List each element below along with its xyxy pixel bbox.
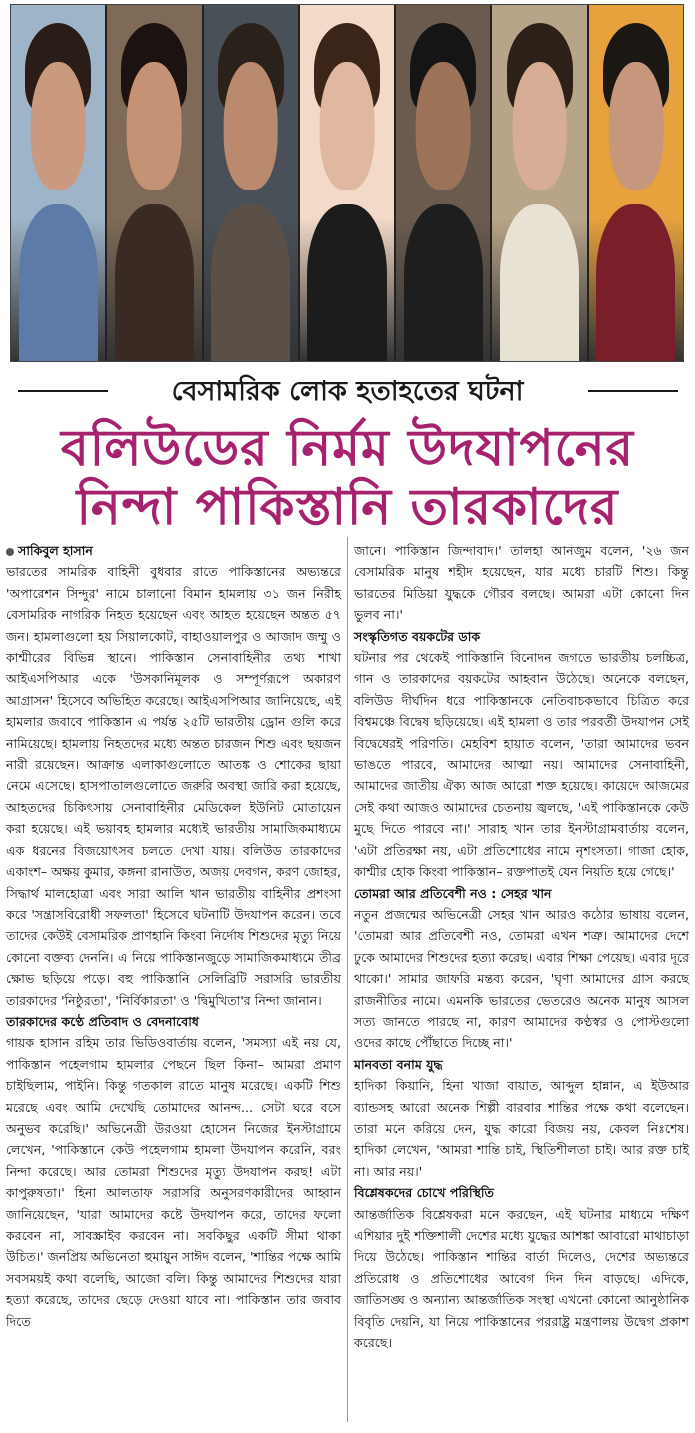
celebrity-portrait [589,5,683,361]
body-paragraph: ভারতের সামরিক বাহিনী বুধবার রাতে পাকিস্তানের অভ্যন্তরে 'অপারেশন সিন্দুর' নামে চালানো বিমান হামলায় ৩১ জন নিরীহ বেসামরিক নাগরিক নিহত হয়েছেন এবং আহত হয়েছেন অন্তত ৫৭ জন। হামলাগুলো হয় সিয়ালকোট, বাহাওয়ালপুর ও আজাদ জম্মু ও কাশ্মীরের বিভিন্ন স্থানে। পাকিস্তান সেনাবাহিনীর তথ্য শাখা আইএসপিআর একে 'উসকানিমূলক ও সম্পূর্ণরূপে অকারণ আগ্রাসন' হিসেবে অভিহিত করেছে। আইএসপিআর জানিয়েছে, এই হামলার জবাবে পাকিস্তান এ পর্যন্ত ২৫টি ভারতীয় ড্রোন গুলি করে নামিয়েছে। হামলায় নিহতদের মধ্যে অন্তত চারজন শিশু এবং ছয়জন নারী রয়েছেন। আক্রান্ত এলাকাগুলোতে আতঙ্ক ও শোকের ছায়া নেমে এসেছে। হাসপাতালগুলোতে জরুরি অবস্থা জারি করা হয়েছে, আহতদের চিকিৎসায় সেনাবাহিনীর মেডিকেল ইউনিট মোতায়েন করা হয়েছে। এই ভয়াবহ হামলার মধ্যেই ভারতীয় সামাজিকমাধ্যমে এক ধরনের বিজয়োৎসব চলতে দেখা যায়। বলিউড তারকাদের একাংশ– অক্ষয় কুমার, কঙ্গনা রানাউত, অজয় দেবগন, করণ জোহর, সিদ্ধার্থ মালহোত্রা এবং সারা আলি খান ভারতীয় বাহিনীর প্রশংসা করে 'সন্ত্রাসবিরোধী সফলতা' হিসেবে ঘটনাটি উদযাপন করেন। তবে তাদের কেউই বেসামরিক প্রাণহানি কিংবা নির্দোষ শিশুদের মৃত্যু নিয়ে কোনো বক্তব্য দেননি। এ নিয়ে পাকিস্তানজুড়ে সামাজিকমাধ্যমে তীব্র ক্ষোভ ছড়িয়ে পড়ে। বহু পাকিস্তানি সেলিব্রিটি সরাসরি ভারতীয় তারকাদের 'নিষ্ঠুরতা', 'নির্বিকারতা' ও 'দ্বিমুখিতা'র নিন্দা জানান। [6,564,341,1008]
article-column-right [354,540,689,1353]
portrait-face [223,62,278,190]
portrait-face [512,62,567,190]
celebrity-portrait [492,5,586,361]
subhead: বিশ্লেষকদের চোখে পরিস্থিতি [354,1185,494,1201]
portrait-body [307,204,386,361]
celebrity-portrait [204,5,298,361]
celebrity-portrait [300,5,394,361]
subhead: তারকাদের কণ্ঠে প্রতিবাদ ও বেদনাবোধ [6,1013,199,1029]
headline-line-2: নিন্দা পাকিস্তানি তারকাদের [76,477,619,536]
byline-name: সাকিবুল হাসান [18,543,93,558]
portrait-body [19,204,98,361]
body-paragraph: নতুন প্রজন্মের অভিনেত্রী সেহর খান আরও কঠোর ভাষায় বলেন, 'তোমরা আর প্রতিবেশী নও, তোমরা এখন শত্রু। আমাদের দেশে ঢুকে আমাদের শিশুদের হত্যা করেছ। এবার শিক্ষা পেয়েছ। এবার দূরে থাকো।' সামার জাফরি মন্তব্য করেন, 'ঘৃণা আমাদের গ্রাস করছে রাজনীতির নামে। এমনকি ভারতের ভেতরেও অনেক মানুষ আসল সত্য জানতে পারছে না, কারণ আমাদের কণ্ঠস্বর ও পোস্টগুলো ওদের কাছে পৌঁছাতে দিচ্ছে না।' [354,906,689,1051]
kicker-rule-left [18,390,108,392]
subhead: মানবতা বনাম যুদ্ধ [354,1056,443,1072]
celebrity-photo-strip [10,4,684,362]
subhead: সংস্কৃতিগত বয়কটের ডাক [354,628,481,644]
kicker-rule-right [588,390,678,392]
column-divider [347,537,348,1422]
portrait-face [416,62,471,190]
byline [6,543,93,558]
portrait-body [404,204,483,361]
portrait-body [211,204,290,361]
body-paragraph: ঘটনার পর থেকেই পাকিস্তানি বিনোদন জগতে ভারতীয় চলচ্চিত্র, গান ও তারকাদের বয়কটের আহবান উঠেছে। অনেকে বলছেন, বলিউড দীর্ঘদিন ধরে পাকিস্তানকে নেতিবাচকভাবে চিত্রিত করে বিশ্বমঞ্চে বিদ্বেষ ছড়িয়েছে। এই হামলা ও তার পরবর্তী উদযাপন সেই বিদ্বেষেরই পরিণতি। মেহবিশ হায়াত বলেন, 'তারা আমাদের ভবন ভাঙতে পারবে, আমাদের আত্মা নয়। আমাদের সেনাবাহিনী, আমাদের জাতীয় ঐক্য আজ আরো শক্ত হয়েছে। কায়েদে আজমের সেই কথা আজও আমাদের চেতনায় জ্বলছে, 'এই পাকিস্তানকে কেউ মুছে দিতে পারবে না।' সারাহ খান তার ইনস্টাগ্রামবার্তায় বলেন, 'এটা প্রতিরক্ষা নয়, এটা প্রতিশোধের নামে নৃশংসতা। গাজা হোক, কাশ্মীর হোক কিংবা পাকিস্তান– রক্তপাতই যেন নিয়তি হয়ে গেছে।' [354,650,689,880]
portrait-body [115,204,194,361]
portrait-face [608,62,663,190]
portrait-face [320,62,375,190]
body-paragraph: হাদিকা কিয়ানি, হিনা খাজা বায়াত, আব্দুল হান্নান, এ ইউআর ব্যান্ডসহ আরো অনেক শিল্পী বারবার শান্তির পক্ষে কথা বলেছেন। তারা মনে করিয়ে দেন, যুদ্ধ কারো বিজয় নয়, কেবল নিঃশেষ। হাদিকা লেখেন, 'আমরা শান্তি চাই, স্থিতিশীলতা চাই। আর রক্ত চাই না। আর নয়।' [354,1078,689,1179]
bullet-icon [6,548,14,556]
celebrity-portrait [396,5,490,361]
portrait-body [596,204,675,361]
headline-line-1: বলিউডের নির্মম উদযাপনের [60,418,635,477]
celebrity-portrait [107,5,201,361]
subhead: তোমরা আর প্রতিবেশী নও : সেহর খান [354,885,552,901]
portrait-face [127,62,182,190]
portrait-face [31,62,86,190]
body-paragraph: জানে। পাকিস্তান জিন্দাবাদ।' তালহা আনজুম বলেন, '২৬ জন বেসামরিক মানুষ শহীদ হয়েছেন, যার মধ্যে চারটি শিশু। কিন্তু ভারতের মিডিয়া যুদ্ধকে গৌরব বলছে। আমরা এটা কোনো দিন ভুলব না।' [354,543,689,623]
celebrity-portrait [11,5,105,361]
body-paragraph: আন্তর্জাতিক বিশ্লেষকরা মনে করছেন, এই ঘটনার মাধ্যমে দক্ষিণ এশিয়ার দুই শক্তিশালী দেশের মধ্যে যুদ্ধের আশঙ্কা আবারো মাথাচাড়া দিয়ে উঠেছে। পাকিস্তান শান্তির বার্তা দিলেও, দেশের অভ্যন্তরে প্রতিরোধ ও প্রতিশোধের আবেগ দিন দিন বাড়ছে। এদিকে, জাতিসঙ্ঘ ও অন্যান্য আন্তর্জাতিক সংস্থা এখনো কোনো আনুষ্ঠানিক বিবৃতি দেয়নি, যা নিয়ে পাকিস্তানের পররাষ্ট্র মন্ত্রণালয় উদ্বেগ প্রকাশ করেছে। [354,1206,689,1351]
kicker-label: বেসামরিক লোক হতাহতের ঘটনা [171,376,524,407]
article-column-left [6,540,341,1332]
portrait-body [500,204,579,361]
body-paragraph: গায়ক হাসান রহিম তার ভিডিওবার্তায় বলেন, 'সমস্যা এই নয় যে, পাকিস্তান পহেলগাম হামলার পেছনে ছিল কিনা– আমরা প্রমাণ চাইছিলাম, পাইনি। কিন্তু গতকাল রাতে মানুষ মরেছে। একটি শিশু মরেছে এবং আমি দেখেছি তোমাদের আনন্দ... সেটা ঘরে বসে অনুভব করেছি।' অভিনেত্রী উরওয়া হোসেন নিজের ইনস্টাগ্রামে লেখেন, 'পাকিস্তানে কেউ পহেলগাম হামলা উদযাপন করেনি, বরং নিন্দা করেছে। আর তোমরা শিশুদের মৃত্যু উদযাপন করছ! এটা কাপুরুষতা।' হিনা আলতাফ সরাসরি অনুসরণকারীদের আহ্বান জানিয়েছেন, 'যারা আমাদের কষ্টে উদযাপন করে, তাদের ফলো করবেন না, সাবস্ক্রাইব করবেন না। সবকিছুর একটি সীমা থাকা উচিত।' জনপ্রিয় অভিনেতা হুমায়ুন সাঈদ বলেন, 'শান্তির পক্ষে আমি সবসময়ই কথা বলেছি, আজো বলি। কিন্তু আমাদের শিশুদের যারা হত্যা করেছে, তাদের ছেড়ে দেওয়া যাবে না। পাকিস্তান তার জবাব দিতে [6,1035,341,1329]
